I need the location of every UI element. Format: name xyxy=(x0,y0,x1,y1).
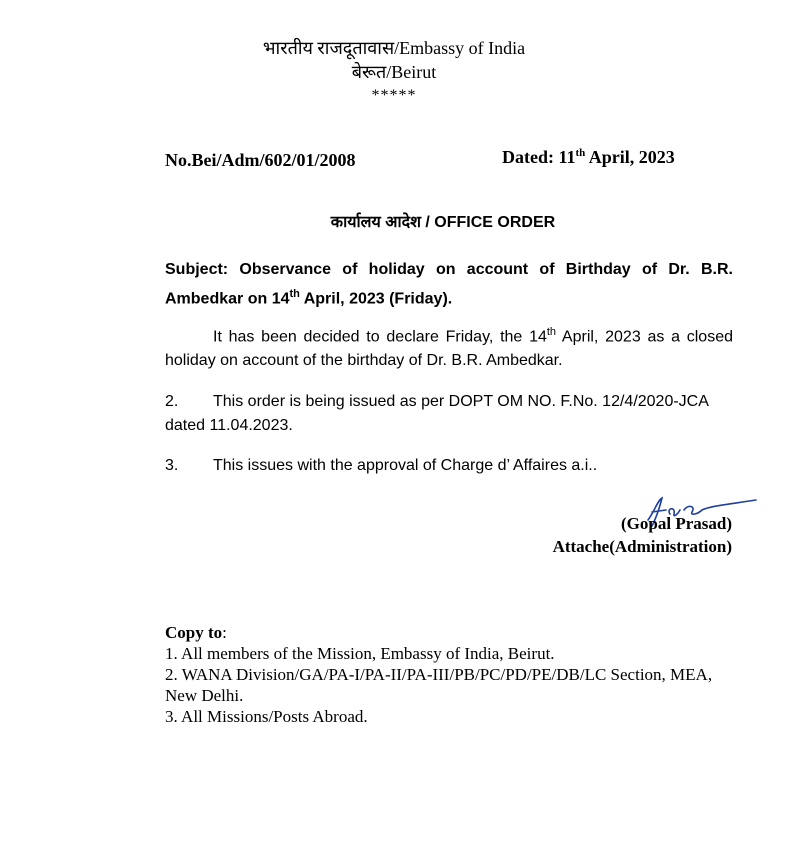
paragraph-1: It has been decided to declare Friday, the 14th April, 2023 as a closed holiday on account of the birthday of Dr. B.R. Ambedkar. xyxy=(165,326,734,370)
subject: Subject: Observance of holiday on account of Birthday of Dr. B.R. Ambedkar on 14th April, 2023 (Friday). xyxy=(165,261,733,308)
embassy-city: बेरूत/Beirut xyxy=(351,62,437,82)
signatory-name: (Gopal Prasad) xyxy=(621,514,732,533)
order-date: Dated: 11th April, 2023 xyxy=(502,147,675,167)
reference-number: No.Bei/Adm/602/01/2008 xyxy=(165,150,356,170)
list-item: 2. WANA Division/GA/PA-I/PA-II/PA-III/PB/PC/PD/PE/DB/LC Section, MEA, New Delhi. xyxy=(165,665,713,705)
copy-to-title: Copy to: xyxy=(165,623,227,642)
embassy-name: भारतीय राजदूतावास/Embassy of India xyxy=(262,38,526,58)
order-title: कार्यालय आदेश / OFFICE ORDER xyxy=(330,214,556,231)
copy-to-section xyxy=(165,622,745,727)
header-separator: ***** xyxy=(371,87,417,104)
paragraph-2: 2. This order is being issued as per DOPT OM NO. F.No. 12/4/2020-JCA dated 11.04.2023. xyxy=(165,393,709,434)
signatory-designation: Attache(Administration) xyxy=(552,537,732,556)
list-item: 3. All Missions/Posts Abroad. xyxy=(165,707,368,726)
list-item: 1. All members of the Mission, Embassy of India, Beirut. xyxy=(165,644,555,663)
paragraph-3: 3. This issues with the approval of Charge d’ Affaires a.i.. xyxy=(165,457,598,474)
